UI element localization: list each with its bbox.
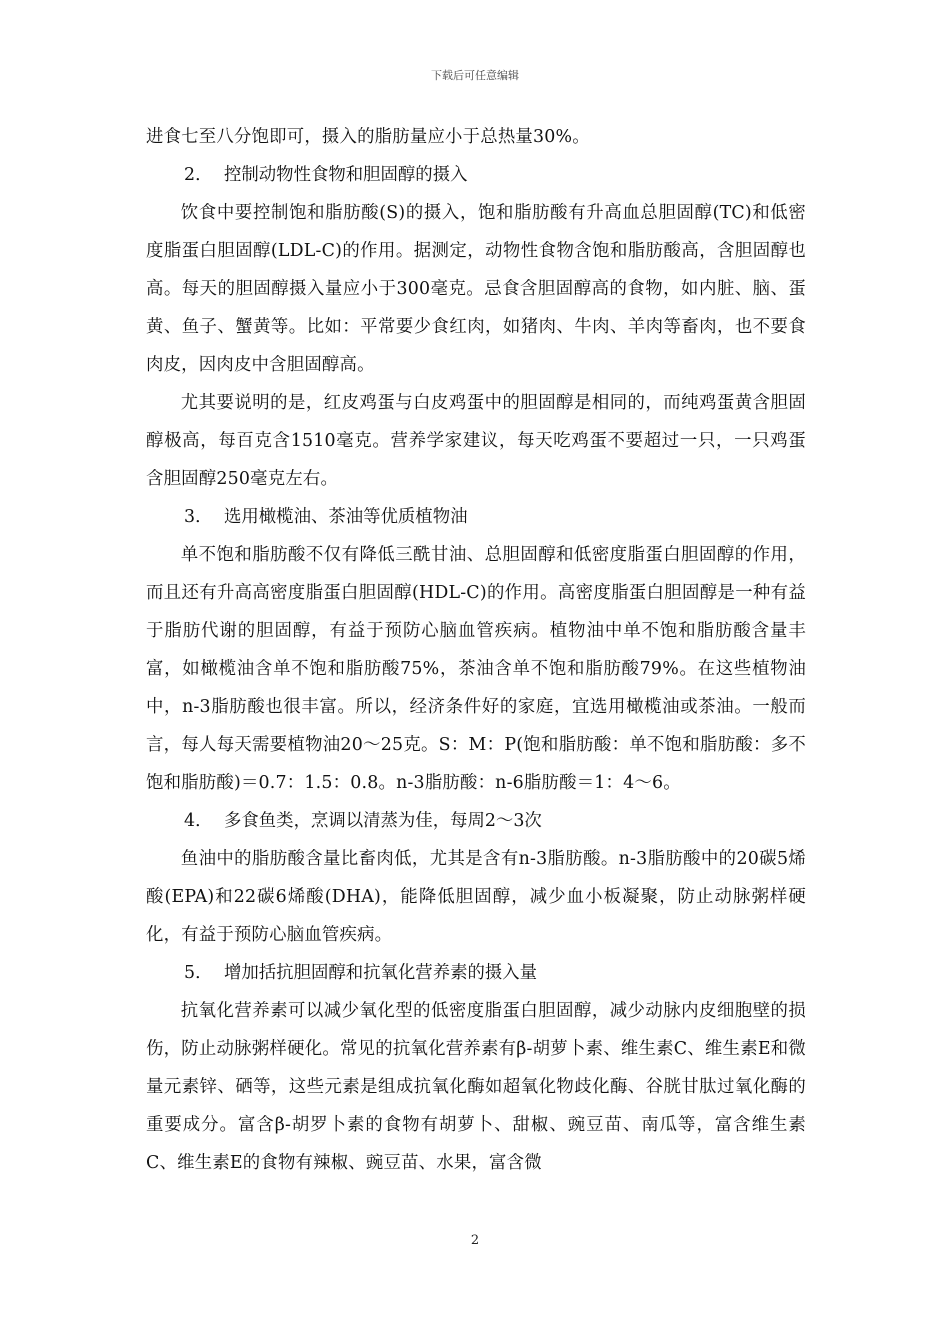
section-title: 增加括抗胆固醇和抗氧化营养素的摄入量 <box>224 963 538 983</box>
paragraph: 鱼油中的脂肪酸含量比畜肉低，尤其是含有n-3脂肪酸。n-3脂肪酸中的20碳5烯酸(EPA)和22碳6烯酸(DHA)，能降低胆固醇，减少血小板凝聚，防止动脉粥样硬化，有益于预防心脑血管疾病。 <box>146 849 806 945</box>
section-heading-4 <box>146 802 806 840</box>
section-heading-3 <box>146 498 806 536</box>
paragraph: 尤其要说明的是，红皮鸡蛋与白皮鸡蛋中的胆固醇是相同的，而纯鸡蛋黄含胆固醇极高，每百克含1510毫克。营养学家建议，每天吃鸡蛋不要超过一只，一只鸡蛋含胆固醇250毫克左右。 <box>146 393 806 489</box>
paragraph: 饮食中要控制饱和脂肪酸(S)的摄入，饱和脂肪酸有升高血总胆固醇(TC)和低密度脂蛋白胆固醇(LDL-C)的作用。据测定，动物性食物含饱和脂肪酸高，含胆固醇也高。每天的胆固醇摄入量应小于300毫克。忌食含胆固醇高的食物，如内脏、脑、蛋黄、鱼子、蟹黄等。比如：平常要少食红肉，如猪肉、牛肉、羊肉等畜肉，也不要食肉皮，因肉皮中含胆固醇高。 <box>146 203 806 375</box>
section-number: 4． <box>184 811 213 831</box>
page-number: 2 <box>470 1233 480 1248</box>
page-header: 下载后可任意编辑 <box>431 69 519 82</box>
section-title: 选用橄榄油、茶油等优质植物油 <box>224 507 468 527</box>
section-heading-2 <box>146 156 806 194</box>
section-number: 2． <box>184 165 213 185</box>
document-body <box>146 118 806 1182</box>
paragraph: 抗氧化营养素可以减少氧化型的低密度脂蛋白胆固醇，减少动脉内皮细胞壁的损伤，防止动脉粥样硬化。常见的抗氧化营养素有β-胡萝卜素、维生素C、维生素E和微量元素锌、硒等，这些元素是组成抗氧化酶如超氧化物歧化酶、谷胱甘肽过氧化酶的重要成分。富含β-胡罗卜素的食物有胡萝卜、甜椒、豌豆苗、南瓜等，富含维生素C、维生素E的食物有辣椒、豌豆苗、水果，富含微 <box>146 1001 806 1173</box>
section-heading-5 <box>146 954 806 992</box>
paragraph-continuation: 进食七至八分饱即可，摄入的脂肪量应小于总热量30%。 <box>146 127 590 147</box>
section-title: 多食鱼类，烹调以清蒸为佳，每周2～3次 <box>224 811 542 831</box>
section-title: 控制动物性食物和胆固醇的摄入 <box>224 165 468 185</box>
section-number: 5． <box>184 963 213 983</box>
section-number: 3． <box>184 507 213 527</box>
paragraph: 单不饱和脂肪酸不仅有降低三酰甘油、总胆固醇和低密度脂蛋白胆固醇的作用，而且还有升高高密度脂蛋白胆固醇(HDL-C)的作用。高密度脂蛋白胆固醇是一种有益于脂肪代谢的胆固醇，有益于预防心脑血管疾病。植物油中单不饱和脂肪酸含量丰富，如橄榄油含单不饱和脂肪酸75%，茶油含单不饱和脂肪酸79%。在这些植物油中，n-3脂肪酸也很丰富。所以，经济条件好的家庭，宜选用橄榄油或茶油。一般而言，每人每天需要植物油20～25克。S：M：P(饱和脂肪酸：单不饱和脂肪酸：多不饱和脂肪酸)＝0.7：1.5：0.8。n-3脂肪酸：n-6脂肪酸＝1：4～6。 <box>146 545 806 793</box>
